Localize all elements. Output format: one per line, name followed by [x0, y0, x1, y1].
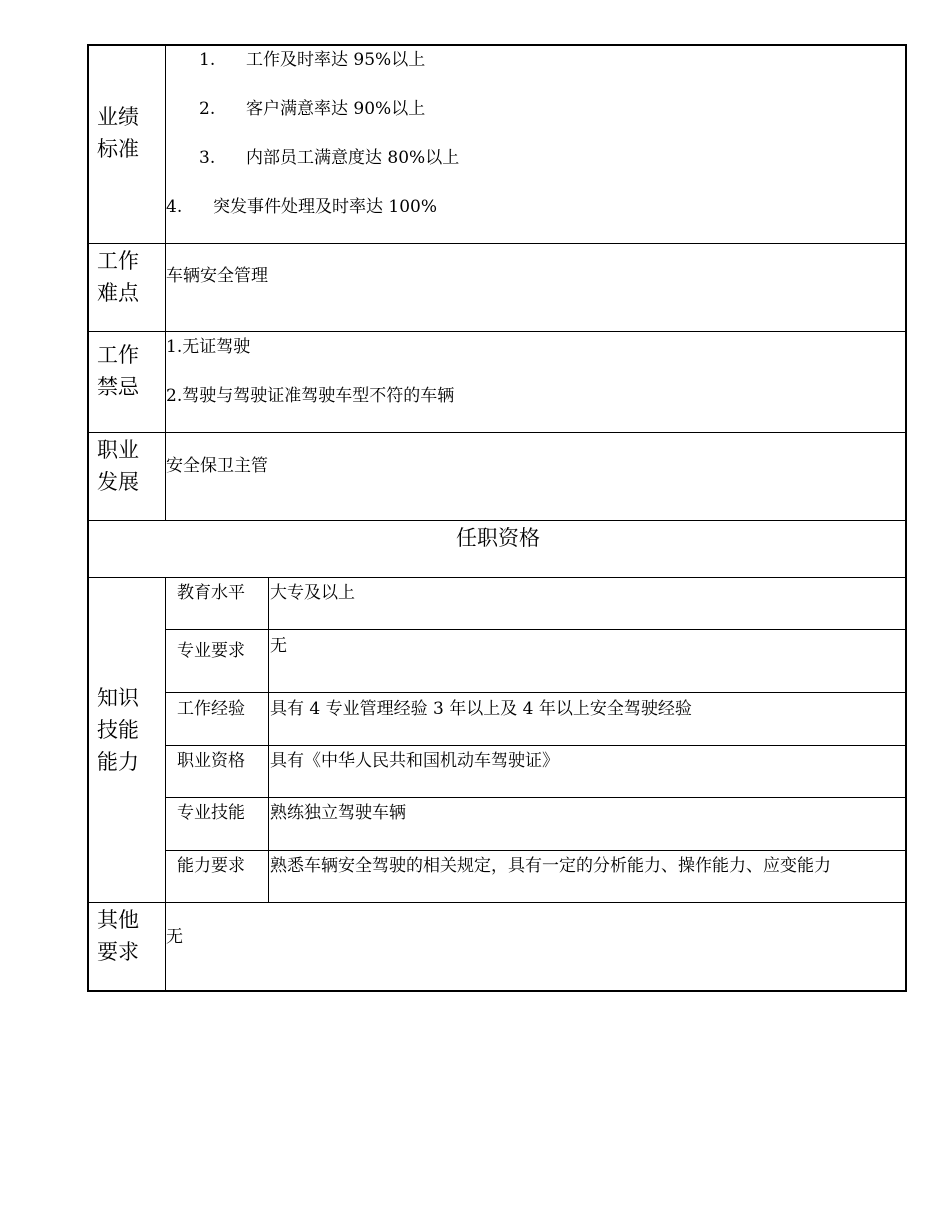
- row-separator: [88, 243, 906, 244]
- qualification-value: 熟悉车辆安全驾驶的相关规定，具有一定的分析能力、操作能力、应变能力: [270, 856, 831, 876]
- performance-item-text: 突发事件处理及时率达 100%: [213, 197, 438, 217]
- table-border-bottom: [87, 990, 907, 992]
- performance-item-num: 3.: [199, 148, 216, 168]
- taboo-label: 工作禁忌: [97, 343, 139, 399]
- taboo-item: 2.驾驶与驾驶证准驾驶车型不符的车辆: [166, 386, 455, 406]
- qualification-key: 工作经验: [177, 699, 245, 719]
- sub-table-divider: [268, 577, 269, 903]
- table-border-top: [87, 44, 907, 46]
- performance-item-text: 工作及时率达 95%以上: [246, 50, 426, 70]
- sub-row-separator: [166, 797, 906, 798]
- performance-item-text: 客户满意率达 90%以上: [246, 99, 426, 119]
- qualification-value: 熟练独立驾驶车辆: [270, 803, 406, 823]
- qualification-value: 无: [270, 636, 287, 656]
- qualification-key: 专业技能: [177, 803, 245, 823]
- qualification-key: 能力要求: [177, 856, 245, 876]
- qualification-key: 职业资格: [177, 751, 245, 771]
- row-separator: [88, 520, 906, 521]
- sub-row-separator: [166, 850, 906, 851]
- row-separator: [88, 902, 906, 903]
- taboo-item: 1.无证驾驶: [166, 337, 251, 357]
- difficulty-text: 车辆安全管理: [166, 266, 268, 286]
- qualification-value: 具有 4 专业管理经验 3 年以上及 4 年以上安全驾驶经验: [270, 699, 692, 719]
- qualification-key: 专业要求: [177, 641, 245, 661]
- sub-row-separator: [166, 745, 906, 746]
- performance-label: 业绩标准: [97, 105, 139, 161]
- row-separator: [88, 432, 906, 433]
- performance-item-num: 4.: [166, 197, 183, 217]
- career-label: 职业发展: [97, 438, 139, 494]
- career-text: 安全保卫主管: [166, 456, 268, 476]
- sub-row-separator: [166, 629, 906, 630]
- sub-row-separator: [166, 692, 906, 693]
- qualification-key: 教育水平: [177, 583, 245, 603]
- qualification-title: 任职资格: [456, 526, 540, 550]
- qualification-value: 具有《中华人民共和国机动车驾驶证》: [270, 751, 559, 771]
- row-separator: [88, 331, 906, 332]
- performance-item-num: 2.: [199, 99, 216, 119]
- performance-item-text: 内部员工满意度达 80%以上: [246, 148, 460, 168]
- other-text: 无: [166, 927, 183, 947]
- other-label: 其他要求: [97, 908, 139, 964]
- performance-item-num: 1.: [199, 50, 216, 70]
- difficulty-label: 工作难点: [97, 249, 139, 305]
- qualification-value: 大专及以上: [270, 583, 355, 603]
- qualification-label: 知识技能能力: [97, 686, 139, 774]
- table-border-left: [87, 44, 89, 992]
- row-separator: [88, 577, 906, 578]
